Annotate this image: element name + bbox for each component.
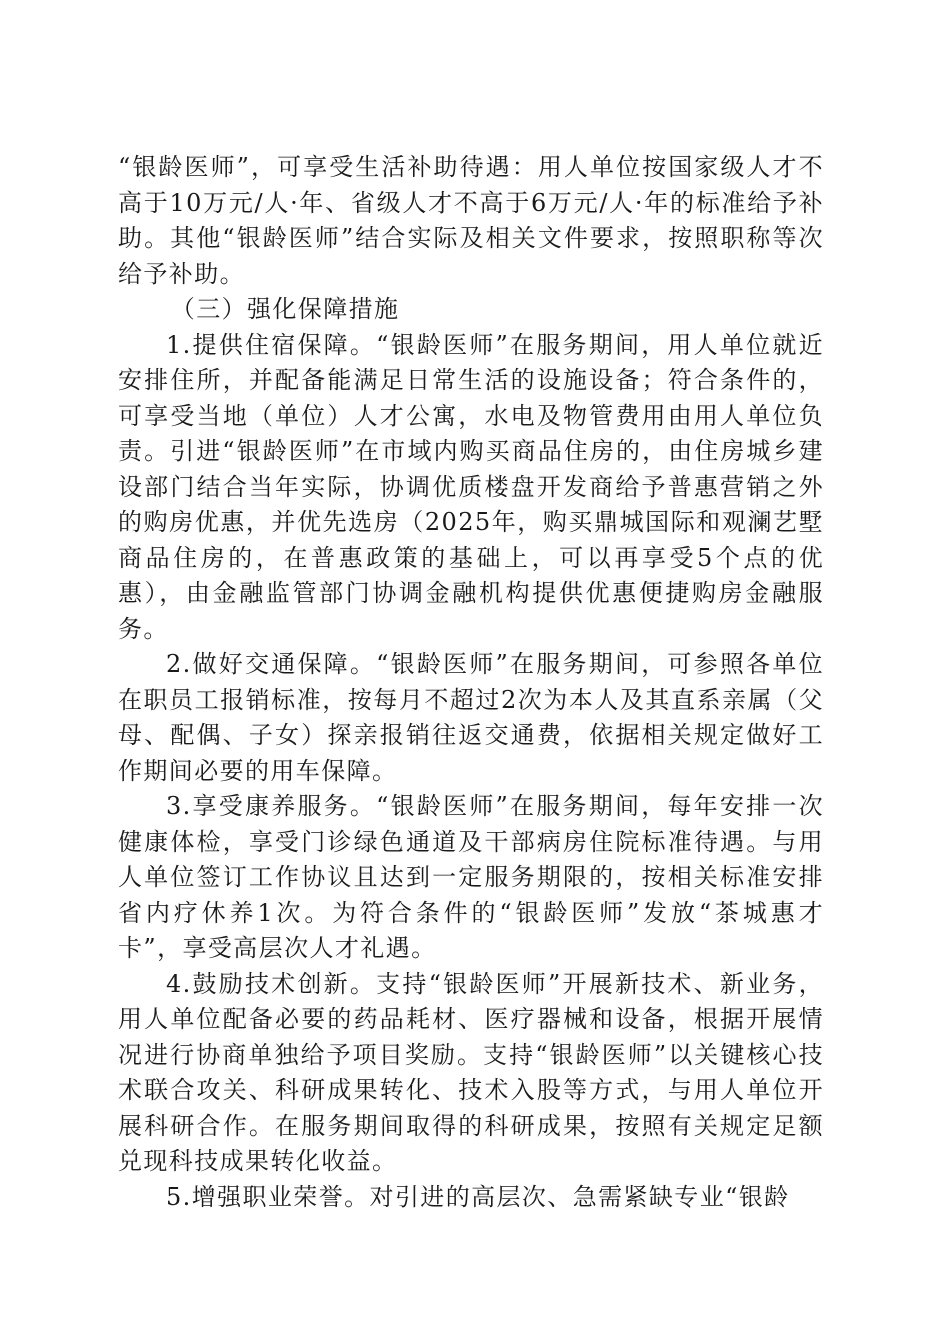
document-page — [118, 150, 824, 1215]
paragraph-subsidy-continued: “银龄医师”，可享受生活补助待遇：用人单位按国家级人才不高于10万元/人·年、省级人才不高于6万元/人·年的标准给予补助。其他“银龄医师”结合实际及相关文件要求，按照职称等次给予补助。 — [118, 153, 824, 288]
paragraph-honor: 5.增强职业荣誉。对引进的高层次、急需紧缺专业“银龄 — [166, 1182, 790, 1211]
paragraph-housing: 1.提供住宿保障。“银龄医师”在服务期间，用人单位就近安排住所，并配备能满足日常生活的设施设备；符合条件的，可享受当地（单位）人才公寓，水电及物管费用由用人单位负责。引进“银龄医师”在市域内购买商品住房的，由住房城乡建设部门结合当年实际，协调优质楼盘开发商给予普惠营销之外的购房优惠，并优先选房（2025年，购买鼎城国际和观澜艺墅商品住房的，在普惠政策的基础上，可以再享受5个点的优惠），由金融监管部门协调金融机构提供优惠便捷购房金融服务。 — [118, 330, 824, 643]
paragraph-innovation: 4.鼓励技术创新。支持“银龄医师”开展新技术、新业务，用人单位配备必要的药品耗材、医疗器械和设备，根据开展情况进行协商单独给予项目奖励。支持“银龄医师”以关键核心技术联合攻关、科研成果转化、技术入股等方式，与用人单位开展科研合作。在服务期间取得的科研成果，按照有关规定足额兑现科技成果转化收益。 — [118, 969, 824, 1175]
paragraph-wellness: 3.享受康养服务。“银龄医师”在服务期间，每年安排一次健康体检，享受门诊绿色通道及干部病房住院标准待遇。与用人单位签订工作协议且达到一定服务期限的，按相关标准安排省内疗休养1次。为符合条件的“银龄医师”发放“茶城惠才卡”，享受高层次人才礼遇。 — [118, 792, 824, 962]
paragraph-transport: 2.做好交通保障。“银龄医师”在服务期间，可参照各单位在职员工报销标准，按每月不超过2次为本人及其直系亲属（父母、配偶、子女）探亲报销往返交通费，依据相关规定做好工作期间必要的用车保障。 — [118, 650, 824, 785]
section-heading-safeguards: （三）强化保障措施 — [170, 295, 400, 323]
